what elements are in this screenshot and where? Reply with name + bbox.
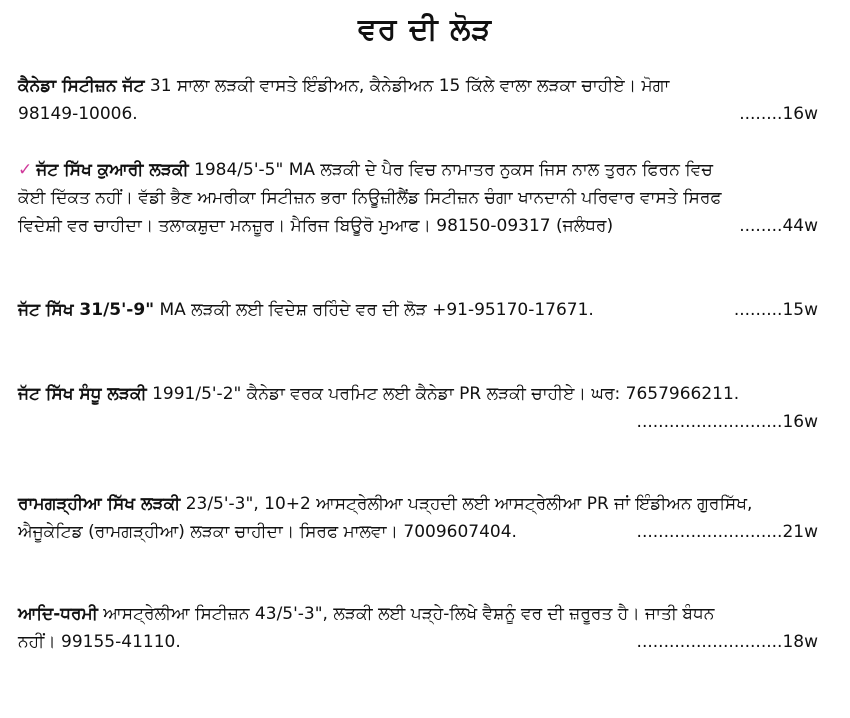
ad-text: 98149-10006.	[18, 104, 138, 124]
ad-line	[18, 490, 818, 518]
ad-text: ਨਹੀਂ। 99155-41110.	[18, 632, 181, 652]
ad-reference-code: ...........................18w	[636, 632, 818, 652]
ad-heading: ਜੱਟ ਸਿੱਖ 31/5'-9"	[18, 300, 155, 320]
ad-reference-code: .........15w	[733, 300, 818, 320]
ad-text: ਕੋਈ ਦਿੱਕਤ ਨਹੀਂ। ਵੱਡੀ ਭੈਣ ਅਮਰੀਕਾ ਸਿਟੀਜ਼ਨ ਭਰਾ ਨਿਊਜ਼ੀਲੈਂਡ ਸਿਟੀਜ਼ਨ ਚੰਗਾ ਖਾਨਦਾਨੀ ਪਰਿਵਾਰ ਵਾਸਤੇ ਸਿਰਫ	[18, 188, 722, 208]
ad-reference-code: ...........................21w	[636, 522, 818, 542]
ad-text: 1984/5'-5" MA ਲੜਕੀ ਦੇ ਪੈਰ ਵਿਚ ਨਾਮਾਤਰ ਨੁਕਸ ਜਿਸ ਨਾਲ ਤੁਰਨ ਫਿਰਨ ਵਿਚ	[188, 160, 713, 180]
ad-heading: ਰਾਮਗੜ੍ਹੀਆ ਸਿੱਖ ਲੜਕੀ	[18, 494, 181, 514]
ad-text: ਆਸਟ੍ਰੇਲੀਆ ਸਿਟੀਜ਼ਨ 43/5'-3", ਲੜਕੀ ਲਈ ਪੜ੍ਹੇ-ਲਿਖੇ ਵੈਸ਼ਨੂੰ ਵਰ ਦੀ ਜ਼ਰੂਰਤ ਹੈ। ਜਾਤੀ ਬੰਧਨ	[97, 604, 715, 624]
ad-reference-code: ........16w	[739, 104, 818, 124]
ad-line	[18, 156, 818, 184]
page-title: ਵਰ ਦੀ ਲੋੜ	[357, 12, 493, 47]
ad-line	[18, 184, 818, 212]
classified-ad	[18, 296, 818, 324]
classified-ad	[18, 72, 818, 128]
ad-text: 31 ਸਾਲਾ ਲੜਕੀ ਵਾਸਤੇ ਇੰਡੀਅਨ, ਕੈਨੇਡੀਅਨ 15 ਕਿੱਲੇ ਵਾਲਾ ਲੜਕਾ ਚਾਹੀਏ। ਮੋਗਾ	[144, 76, 670, 96]
ad-text: MA ਲੜਕੀ ਲਈ ਵਿਦੇਸ਼ ਰਹਿੰਦੇ ਵਰ ਦੀ ਲੋੜ +91-95170-17671.	[154, 300, 594, 320]
ad-line	[18, 408, 818, 436]
ad-line	[18, 628, 818, 656]
ad-line	[18, 296, 818, 324]
ad-line	[18, 380, 818, 408]
ad-reference-code: ...........................16w	[636, 412, 818, 432]
ad-heading: ਆਦਿ-ਧਰਮੀ	[18, 604, 98, 624]
ad-line	[18, 600, 818, 628]
classified-ad	[18, 156, 818, 240]
ad-heading: ਕੈਨੇਡਾ ਸਿਟੀਜ਼ਨ ਜੱਟ	[18, 76, 145, 96]
ad-line	[18, 212, 818, 240]
ad-text: 23/5'-3", 10+2 ਆਸਟ੍ਰੇਲੀਆ ਪੜ੍ਹਦੀ ਲਈ ਆਸਟ੍ਰੇਲੀਆ PR ਜਾਂ ਇੰਡੀਅਨ ਗੁਰਸਿੱਖ,	[180, 494, 753, 514]
classified-ad	[18, 600, 818, 656]
ad-line	[18, 518, 818, 546]
ad-line	[18, 100, 818, 128]
ad-line	[18, 72, 818, 100]
ad-text: 1991/5'-2" ਕੈਨੇਡਾ ਵਰਕ ਪਰਮਿਟ ਲਈ ਕੈਨੇਡਾ PR ਲੜਕੀ ਚਾਹੀਏ। ਘਰ: 7657966211.	[146, 384, 740, 404]
ad-reference-code: ........44w	[739, 216, 818, 236]
classified-ad	[18, 490, 818, 546]
checkmark-icon: ✓	[18, 160, 33, 180]
ad-heading: ਜੱਟ ਸਿੱਖ ਸੰਧੂ ਲੜਕੀ	[18, 384, 147, 404]
ad-text: ਐਜੂਕੇਟਿਡ (ਰਾਮਗੜ੍ਹੀਆ) ਲੜਕਾ ਚਾਹੀਦਾ। ਸਿਰਫ ਮਾਲਵਾ। 7009607404.	[18, 522, 517, 542]
ad-text: ਵਿਦੇਸ਼ੀ ਵਰ ਚਾਹੀਦਾ। ਤਲਾਕਸ਼ੁਦਾ ਮਨਜ਼ੂਰ। ਮੈਰਿਜ ਬਿਊਰੋ ਮੁਆਫ। 98150-09317 (ਜਲੰਧਰ)	[18, 216, 614, 236]
classified-ad	[18, 380, 818, 436]
ad-heading: ਜੱਟ ਸਿੱਖ ਕੁਆਰੀ ਲੜਕੀ	[36, 160, 189, 180]
